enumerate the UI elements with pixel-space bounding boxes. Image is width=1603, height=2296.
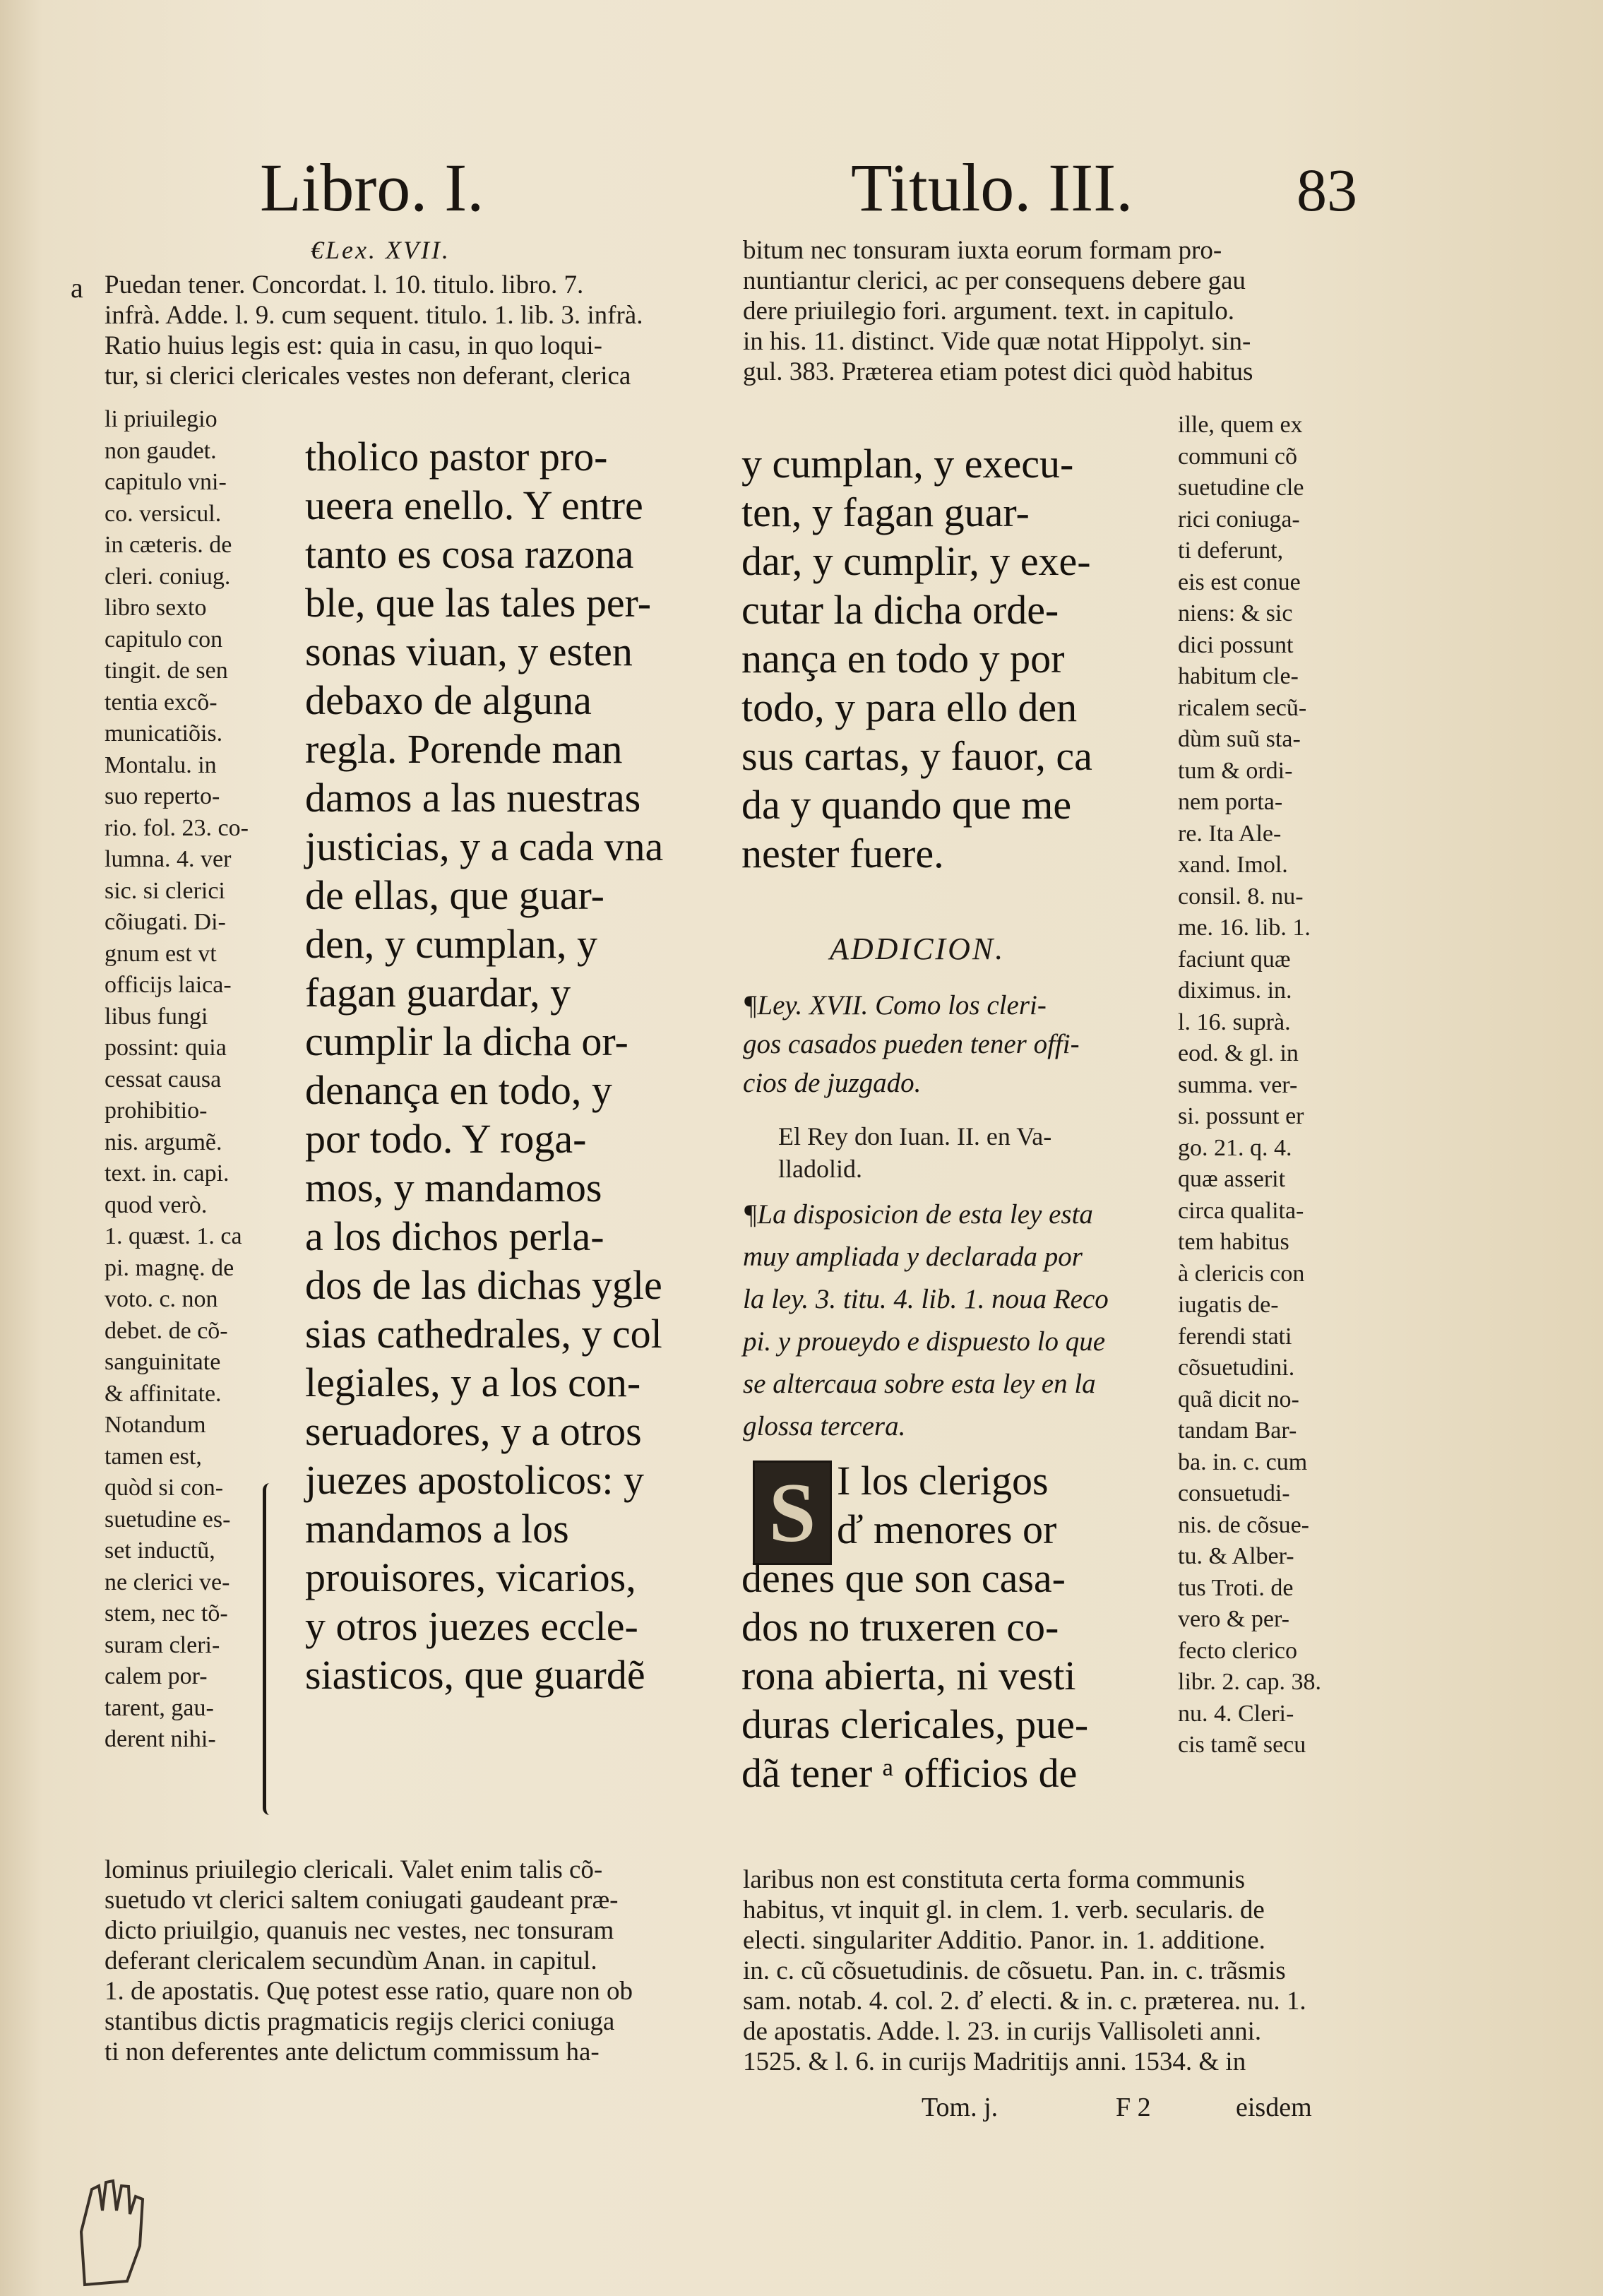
text-line: sam. notab. 4. col. 2. ď electi. & in. c. præterea. nu. 1.	[743, 1987, 1306, 2016]
margin-line: nem porta-	[1178, 789, 1283, 815]
main-line: todo, y para ello den	[741, 684, 1078, 730]
margin-line: me. 16. lib. 1.	[1178, 915, 1311, 941]
text-line: Ratio huius legis est: quia in casu, in quo loqui-	[105, 331, 602, 360]
note-marker: a	[71, 272, 83, 304]
margin-line: tingit. de sen	[105, 658, 228, 684]
margin-line: capitulo con	[105, 626, 223, 653]
right-gloss-bottom	[743, 1864, 1306, 2077]
margin-line: faciunt quæ	[1178, 946, 1291, 972]
left-main-text	[305, 432, 663, 1699]
margin-line: ba. in. c. cum	[1178, 1449, 1308, 1475]
margin-line: tu. & Alber-	[1178, 1543, 1294, 1569]
margin-line: tamen est,	[105, 1443, 202, 1470]
margin-line: niens: & sic	[1178, 600, 1293, 626]
margin-line: habitum cle-	[1178, 663, 1299, 689]
main-line: siasticos, que guardẽ	[305, 1652, 645, 1698]
margin-line: consuetudi-	[1178, 1480, 1290, 1506]
margin-line: quod verò.	[105, 1191, 208, 1218]
margin-line: in cæteris. de	[105, 532, 232, 558]
addicion-line: gos casados pueden tener offi-	[743, 1029, 1080, 1059]
main-line: damos a las nuestras	[305, 775, 641, 821]
margin-line: suetudine es-	[105, 1506, 231, 1533]
margin-line: quæ asserit	[1178, 1166, 1286, 1192]
margin-line: prohibitio-	[105, 1098, 208, 1124]
margin-line: circa qualita-	[1178, 1197, 1304, 1224]
main-line: legiales, y a los con-	[305, 1360, 641, 1405]
margin-line: tus Troti. de	[1178, 1574, 1294, 1601]
main-line: tanto es cosa razona	[305, 531, 634, 577]
margin-line: iugatis de-	[1178, 1292, 1279, 1318]
pointing-hand-icon	[56, 2147, 169, 2288]
margin-line: possint: quia	[105, 1035, 227, 1061]
text-line: nuntiantur clerici, ac per consequens debere gau	[743, 266, 1246, 295]
margin-line: ille, quem ex	[1178, 412, 1303, 438]
margin-line: libr. 2. cap. 38.	[1178, 1669, 1322, 1695]
main-line: ueera enello. Y entre	[305, 482, 643, 528]
law-line: rona abierta, ni vesti	[741, 1653, 1076, 1699]
addicion-line: pi. y proueydo e dispuesto lo que	[743, 1326, 1106, 1357]
margin-line: sanguinitate	[105, 1349, 221, 1375]
main-line: sonas viuan, y esten	[305, 629, 633, 674]
margin-line: cessat causa	[105, 1066, 222, 1093]
margin-line: tarent, gau-	[105, 1694, 214, 1721]
margin-line: nis. de cõsue-	[1178, 1511, 1310, 1538]
law-line: dã tener ᵃ officios de	[741, 1750, 1078, 1796]
margin-line: pi. magnę. de	[105, 1254, 234, 1281]
main-line: de ellas, que guar-	[305, 872, 604, 918]
margin-line: cleri. coniug.	[105, 563, 231, 590]
addicion-ley	[743, 986, 1080, 1102]
main-line: da y quando que me	[741, 782, 1072, 828]
left-gloss-bottom	[105, 1855, 633, 2067]
text-line: dere priuilegio fori. argument. text. in capitulo.	[743, 297, 1234, 326]
margin-line: eod. & gl. in	[1178, 1040, 1299, 1066]
main-line: ble, que las tales per-	[305, 580, 652, 626]
main-line: seruadores, y a otros	[305, 1408, 642, 1454]
margin-line: gnum est vt	[105, 940, 217, 967]
main-line: cutar la dicha orde-	[741, 587, 1059, 633]
running-head-book: Libro. I.	[260, 150, 484, 225]
margin-line: quã dicit no-	[1178, 1386, 1299, 1412]
margin-line: ne clerici ve-	[105, 1569, 230, 1595]
margin-line: dùm suũ sta-	[1178, 726, 1301, 752]
margin-line: re. Ita Ale-	[1178, 820, 1282, 847]
margin-line: libus fungi	[105, 1003, 208, 1030]
law-line: dos no truxeren co-	[741, 1604, 1059, 1650]
margin-line: co. versicul.	[105, 500, 222, 527]
margin-line: set inductũ,	[105, 1537, 215, 1564]
text-line: habitus, vt inquit gl. in clem. 1. verb. secularis. de	[743, 1896, 1265, 1925]
left-gloss-margin	[105, 404, 249, 1756]
margin-line: à clericis con	[1178, 1260, 1305, 1287]
addicion-line: se altercaua sobre esta ley en la	[743, 1369, 1096, 1399]
left-gloss-top	[105, 270, 643, 391]
addicion-line: cios de juzgado.	[743, 1068, 922, 1098]
addicion-line: glossa tercera.	[743, 1411, 906, 1441]
margin-line: lumna. 4. ver	[105, 846, 232, 872]
margin-line: communi cõ	[1178, 443, 1298, 470]
margin-line: rici coniuga-	[1178, 506, 1300, 533]
right-gloss-margin	[1178, 410, 1321, 1761]
right-main-text	[741, 439, 1092, 878]
margin-line: li priuilegio	[105, 406, 217, 432]
main-line: mos, y mandamos	[305, 1165, 602, 1211]
main-line: cumplir la dicha or-	[305, 1018, 628, 1064]
text-line: in. c. cũ cõsuetudinis. de cõsuetu. Pan. in. c. trãsmis	[743, 1956, 1286, 1985]
running-head-title: Titulo. III.	[851, 150, 1133, 225]
margin-line: ricalem secũ-	[1178, 694, 1307, 721]
lex-heading	[311, 235, 451, 265]
addicion-line: ¶La disposicion de esta ley esta	[743, 1199, 1093, 1230]
text-line: de apostatis. Adde. l. 23. in curijs Vallisoleti anni.	[743, 2017, 1262, 2046]
margin-line: derent nihi-	[105, 1726, 216, 1752]
text-line: Puedan tener. Concordat. l. 10. titulo. libro. 7.	[105, 270, 584, 299]
main-line: juezes apostolicos: y	[305, 1457, 645, 1503]
margin-line: cõsuetudini.	[1178, 1355, 1295, 1381]
text-line: laribus non est constituta certa forma communis	[743, 1865, 1246, 1894]
text-line: stantibus dictis pragmaticis regijs clerici coniuga	[105, 2007, 615, 2036]
law-line: denes que son casa-	[741, 1555, 1066, 1601]
main-line: mandamos a los	[305, 1506, 569, 1552]
main-line: y cumplan, y execu-	[741, 441, 1074, 487]
margin-line: suo reperto-	[105, 783, 220, 809]
margin-line: summa. ver-	[1178, 1071, 1298, 1098]
margin-line: & affinitate.	[105, 1380, 222, 1407]
margin-line: tentia excõ-	[105, 689, 217, 715]
text-line: lominus priuilegio clericali. Valet enim talis cõ-	[105, 1855, 603, 1884]
main-line: ten, y fagan guar-	[741, 489, 1030, 535]
main-line: por todo. Y roga-	[305, 1116, 587, 1162]
text-line: ti non deferentes ante delictum commissum ha-	[105, 2038, 600, 2066]
text-line: 1525. & l. 6. in curijs Madritijs anni. 1534. & in	[743, 2047, 1246, 2076]
margin-line: cis tamẽ secu	[1178, 1732, 1306, 1758]
margin-line: tandam Bar-	[1178, 1417, 1297, 1444]
main-line: sias cathedrales, y col	[305, 1311, 662, 1357]
text-line: dicto priuilgio, quanuis nec vestes, nec tonsuram	[105, 1916, 614, 1945]
margin-line: officijs laica-	[105, 972, 232, 998]
margin-line: suetudine cle	[1178, 475, 1304, 501]
addicion-heading: ADDICION.	[830, 932, 1006, 966]
margin-line: xand. Imol.	[1178, 852, 1288, 878]
law-line: duras clericales, pue-	[741, 1701, 1089, 1747]
margin-line: rio. fol. 23. co-	[105, 814, 249, 841]
text-line: gul. 383. Præterea etiam potest dici quòd habitus	[743, 357, 1253, 386]
margin-line: non gaudet.	[105, 437, 217, 464]
margin-line: calem por-	[105, 1663, 208, 1689]
addicion-line: la ley. 3. titu. 4. lib. 1. noua Reco	[743, 1284, 1109, 1314]
text-line: deferant clericalem secundùm Anan. in capitul.	[105, 1946, 597, 1975]
text-line: suetudo vt clerici saltem coniugati gaudeant præ-	[105, 1886, 619, 1915]
margin-line: nis. argumẽ.	[105, 1129, 222, 1155]
margin-line: text. in. capi.	[105, 1160, 230, 1186]
margin-line: cõiugati. Di-	[105, 909, 226, 935]
addicion-line: muy ampliada y declarada por	[743, 1242, 1083, 1272]
margin-line: Montalu. in	[105, 751, 217, 778]
page-number: 83	[1297, 156, 1357, 224]
rey-text-line: El Rey don Iuan. II. en Va-	[778, 1122, 1052, 1150]
lex-heading-text: Lex. XVII.	[326, 236, 451, 264]
main-line: nester fuere.	[741, 831, 944, 876]
rey-line	[778, 1120, 1051, 1185]
main-line: justicias, y a cada vna	[305, 823, 664, 869]
margin-line: l. 16. suprà.	[1178, 1009, 1291, 1035]
main-line: tholico pastor pro-	[305, 434, 608, 480]
text-line: 1. de apostatis. Quę potest esse ratio, quare non ob	[105, 1977, 633, 2006]
text-line: electi. singulariter Additio. Panor. in. 1. additione.	[743, 1926, 1265, 1955]
margin-line: 1. quæst. 1. ca	[105, 1223, 242, 1249]
margin-line: nu. 4. Cleri-	[1178, 1700, 1294, 1727]
margin-line: dici possunt	[1178, 631, 1294, 658]
main-line: debaxo de alguna	[305, 677, 592, 723]
footer-signature: F 2	[1116, 2093, 1151, 2122]
law-text	[741, 1456, 1088, 1797]
main-line: sus cartas, y fauor, ca	[741, 733, 1092, 779]
main-line: fagan guardar, y	[305, 970, 571, 1016]
text-line: bitum nec tonsuram iuxta eorum formam pro-	[743, 236, 1222, 265]
addicion-line: ¶Ley. XVII. Como los cleri-	[743, 990, 1047, 1021]
text-line: tur, si clerici clericales vestes non deferant, clerica	[105, 362, 631, 391]
brace-mark	[263, 1483, 279, 1815]
margin-line: quòd si con-	[105, 1475, 224, 1501]
margin-line: si. possunt er	[1178, 1103, 1304, 1129]
main-line: denança en todo, y	[305, 1067, 612, 1113]
main-line: regla. Porende man	[305, 726, 623, 772]
margin-line: fecto clerico	[1178, 1637, 1297, 1664]
footer-volume: Tom. j.	[922, 2093, 999, 2122]
margin-line: tem habitus	[1178, 1229, 1289, 1255]
margin-line: eis est conue	[1178, 569, 1301, 595]
main-line: a los dichos perla-	[305, 1213, 604, 1259]
initial-letter: S	[768, 1465, 816, 1559]
margin-line: suram cleri-	[105, 1631, 220, 1658]
law-line: I los clerigos	[837, 1458, 1049, 1504]
main-line: dar, y cumplir, y exe-	[741, 538, 1091, 584]
margin-line: diximus. in.	[1178, 977, 1292, 1004]
margin-line: libro sexto	[105, 595, 207, 621]
main-line: den, y cumplan, y	[305, 921, 597, 967]
law-line: ď menores or	[837, 1506, 1057, 1552]
section-mark-icon: €	[311, 236, 326, 264]
margin-line: go. 21. q. 4.	[1178, 1134, 1292, 1161]
margin-line: ti deferunt,	[1178, 537, 1284, 564]
main-line: dos de las dichas ygle	[305, 1262, 662, 1308]
margin-line: stem, nec tõ-	[105, 1600, 228, 1626]
right-gloss-top	[743, 235, 1253, 387]
margin-line: sic. si clerici	[105, 877, 225, 904]
margin-line: voto. c. non	[105, 1286, 218, 1312]
addicion-note	[743, 1194, 1109, 1448]
margin-line: Notandum	[105, 1412, 206, 1438]
margin-line: consil. 8. nu-	[1178, 883, 1304, 910]
rey-text-line: lladolid.	[778, 1155, 862, 1183]
main-line: nança en todo y por	[741, 636, 1065, 682]
margin-line: ferendi stati	[1178, 1323, 1292, 1350]
margin-line: capitulo vni-	[105, 469, 227, 495]
margin-line: tum & ordi-	[1178, 757, 1293, 784]
margin-line: debet. de cõ-	[105, 1317, 228, 1344]
footer-catchword: eisdem	[1236, 2093, 1312, 2122]
text-line: infrà. Adde. l. 9. cum sequent. titulo. 1. lib. 3. infrà.	[105, 301, 643, 330]
main-line: prouisores, vicarios,	[305, 1554, 636, 1600]
main-line: y otros juezes eccle-	[305, 1603, 638, 1649]
margin-line: vero & per-	[1178, 1606, 1289, 1632]
text-line: in his. 11. distinct. Vide quæ notat Hippolyt. sin-	[743, 327, 1251, 356]
margin-line: municatiõis.	[105, 720, 223, 747]
